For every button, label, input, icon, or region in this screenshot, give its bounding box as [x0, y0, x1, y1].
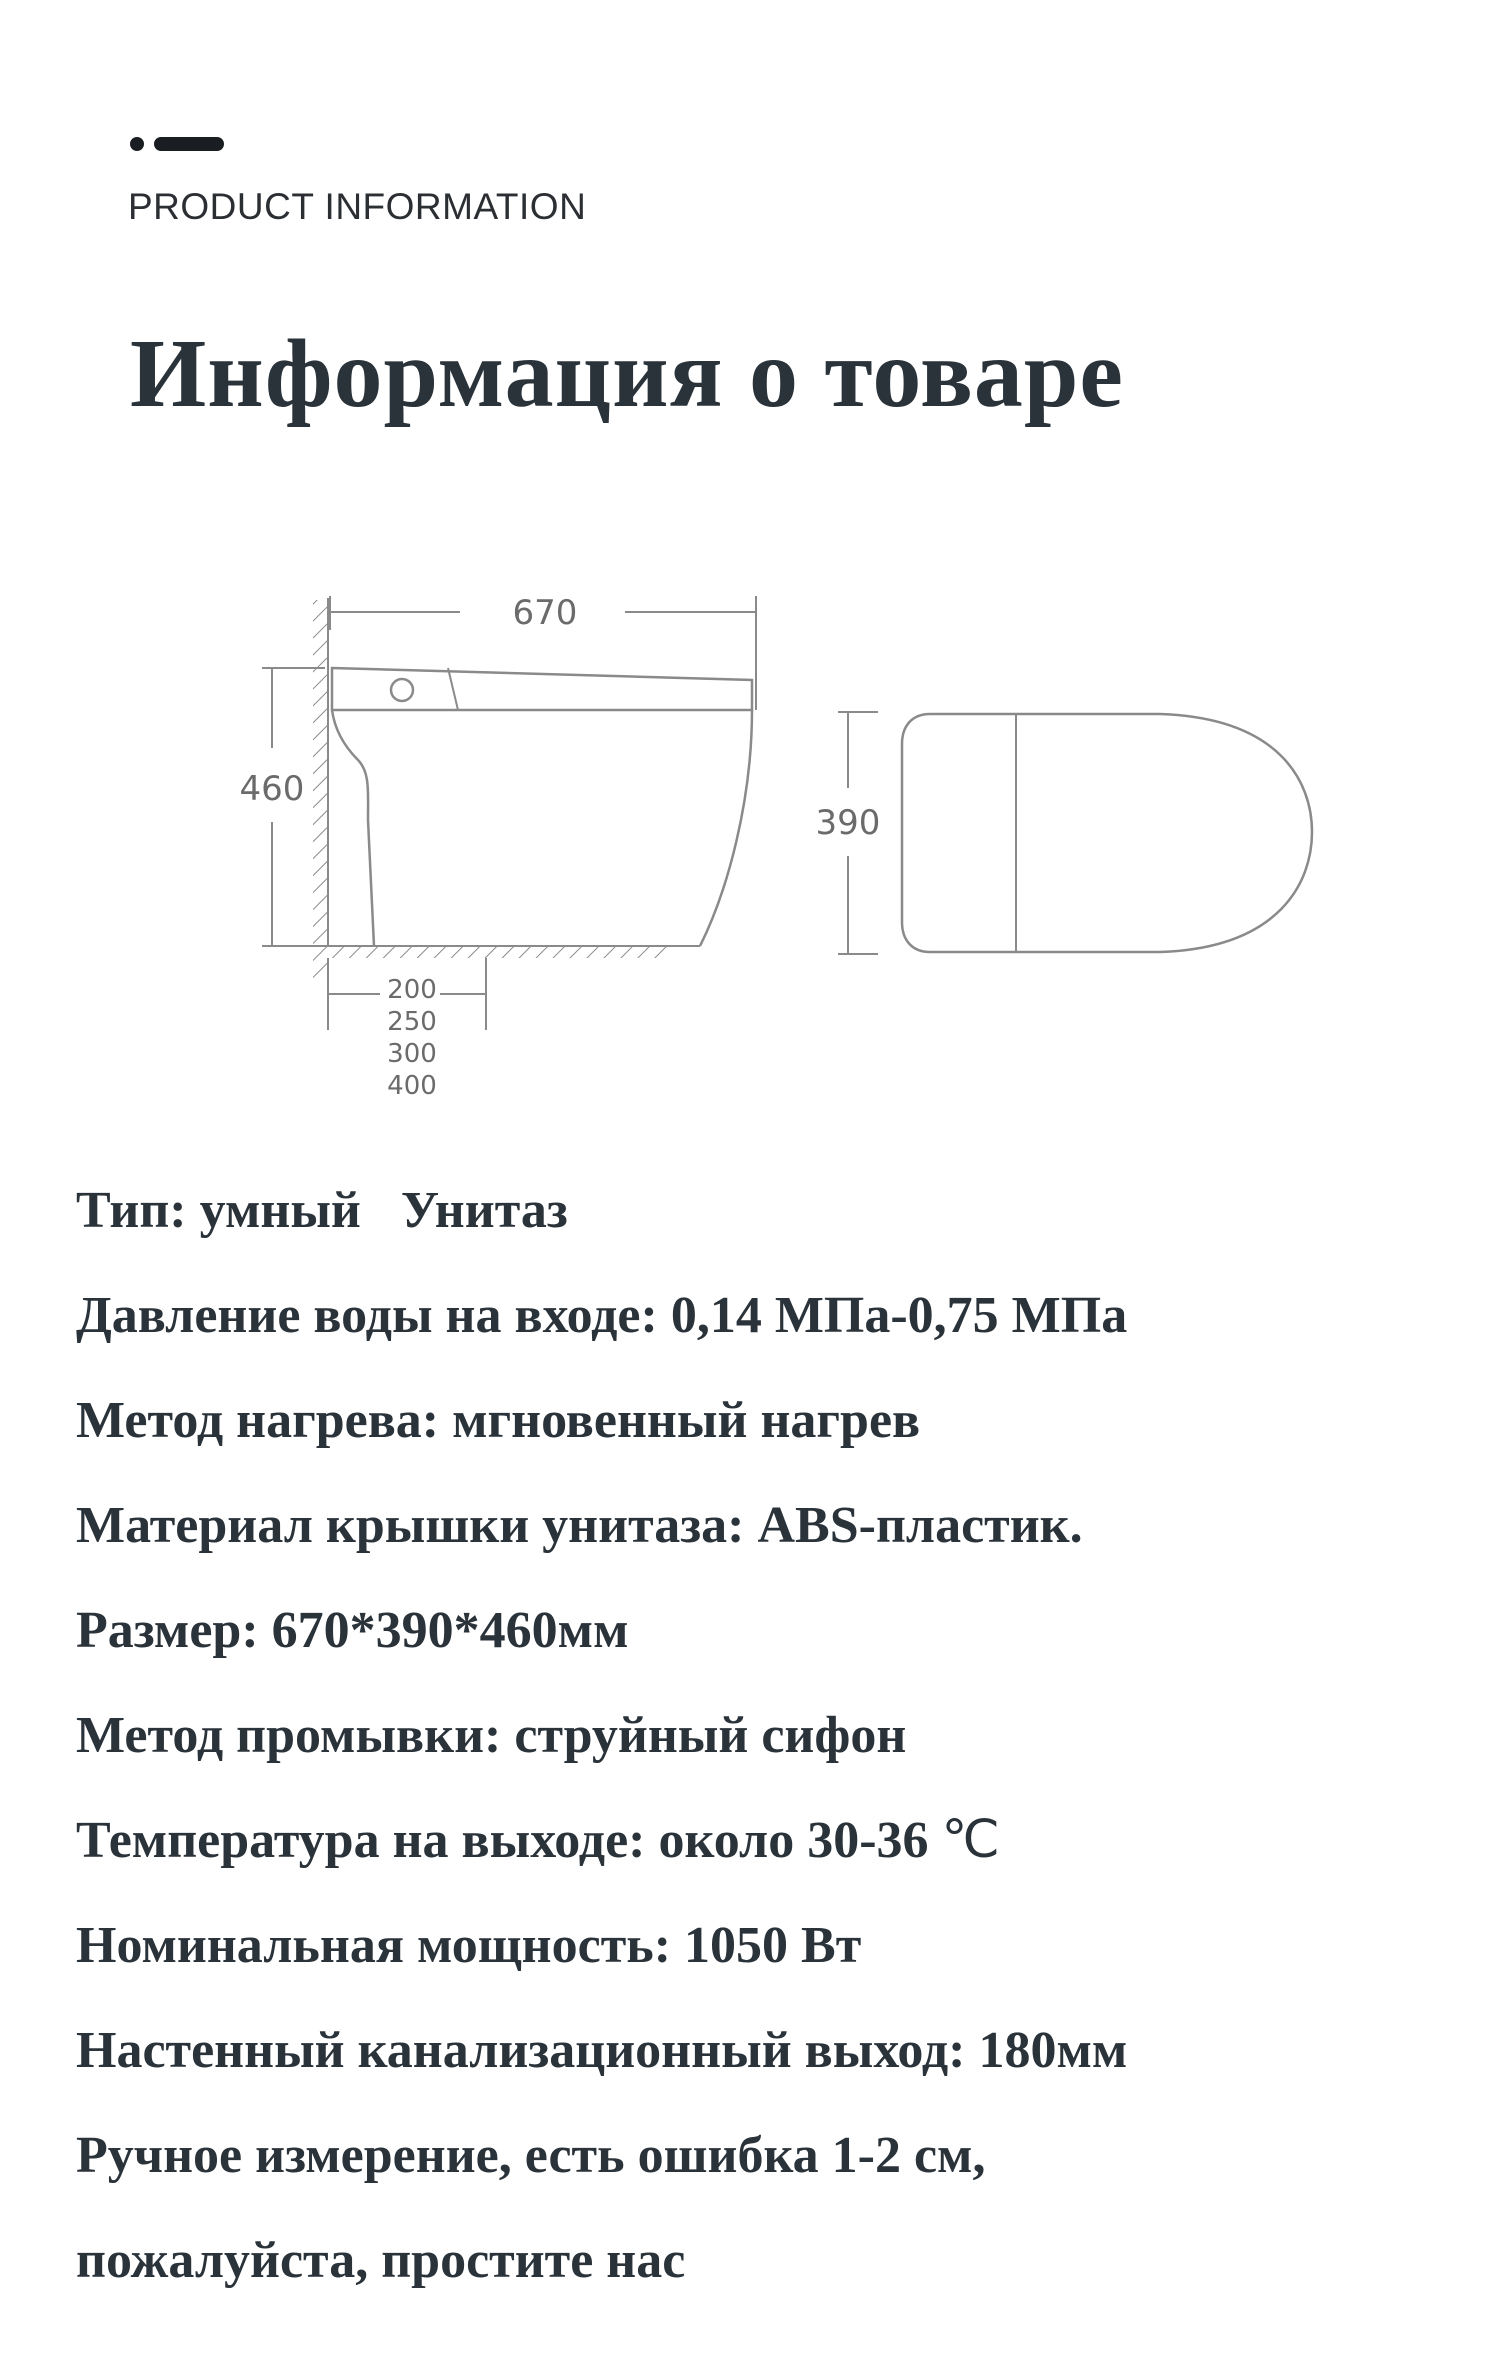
- dimension-diagram: [0, 560, 1500, 1120]
- spec-flush: Метод промывки: струйный сифон: [76, 1707, 907, 1764]
- spec-note-line2: пожалуйста, простите нас: [76, 2232, 686, 2289]
- spec-temperature: Температура на выходе: около 30-36 ℃: [76, 1812, 1000, 1869]
- rough-in-label-300: 300: [387, 1039, 437, 1069]
- spec-heating: Метод нагрева: мгновенный нагрев: [76, 1392, 921, 1449]
- spec-material: Материал крышки унитаза: ABS-пластик.: [76, 1497, 1083, 1554]
- spec-type: Тип: умный Унитаз: [76, 1182, 568, 1239]
- side-view-drawing: [240, 593, 756, 1101]
- wall-hatch: [313, 600, 327, 980]
- width-dimension-label: 670: [512, 593, 578, 633]
- spec-list: [76, 1158, 1456, 2313]
- spec-power: Номинальная мощность: 1050 Вт: [76, 1917, 862, 1974]
- rough-in-label-200: 200: [387, 975, 437, 1005]
- decorative-dash-icon: [130, 136, 230, 152]
- spec-outlet: Настенный канализационный выход: 180мм: [76, 2022, 1128, 2079]
- spec-note-line1: Ручное измерение, есть ошибка 1-2 см,: [76, 2127, 986, 2184]
- spec-size: Размер: 670*390*460мм: [76, 1602, 629, 1659]
- floor-hatch: [328, 946, 668, 958]
- depth-dimension-label: 390: [815, 803, 881, 843]
- height-dimension-label: 460: [239, 769, 305, 809]
- rough-in-label-400: 400: [387, 1071, 437, 1101]
- page-title: Информация о товаре: [130, 320, 1124, 428]
- section-eyebrow: PRODUCT INFORMATION: [128, 186, 587, 227]
- rough-in-label-250: 250: [387, 1007, 437, 1037]
- control-button-icon: [391, 679, 413, 701]
- top-view-drawing: [816, 712, 1312, 954]
- spec-pressure: Давление воды на входе: 0,14 МПа-0,75 МПа: [76, 1287, 1128, 1344]
